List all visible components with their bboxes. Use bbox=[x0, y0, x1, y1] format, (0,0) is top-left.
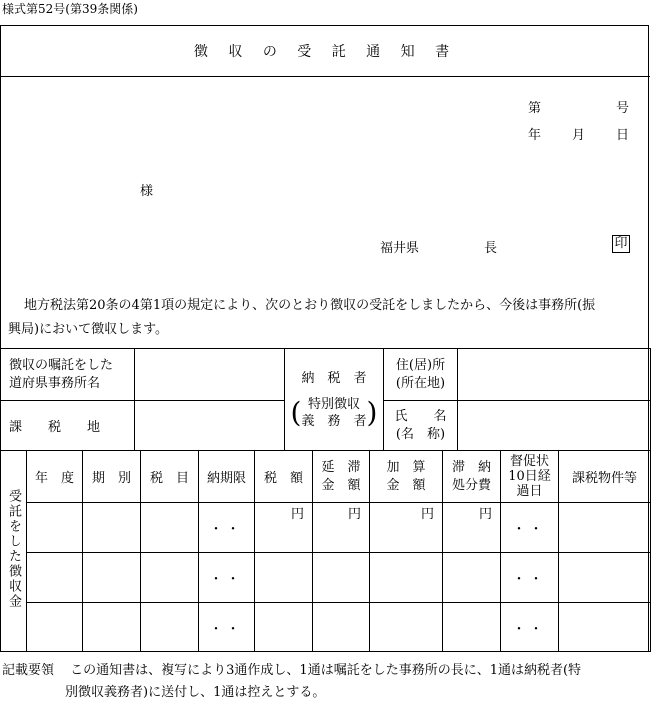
tax-place-label: 課 税 地 bbox=[1, 401, 135, 451]
doc-no-dai: 第 bbox=[528, 101, 542, 116]
tax-place-value bbox=[135, 401, 285, 451]
yen-zeigaku: 円 bbox=[255, 503, 313, 553]
header-tainou: 滞 納 処分費 bbox=[443, 451, 501, 503]
doc-no-go: 号 bbox=[616, 101, 630, 116]
header-kigen: 納期限 bbox=[199, 451, 255, 503]
header-kibetsu: 期 別 bbox=[83, 451, 141, 503]
date-dots: ・・ bbox=[199, 603, 255, 652]
yen-entai: 円 bbox=[313, 503, 370, 553]
body-text-line2: 興局)において徴収します。 bbox=[8, 322, 169, 337]
date-dots: ・・ bbox=[501, 503, 559, 553]
table-row bbox=[1, 603, 651, 652]
date-dots: ・・ bbox=[501, 603, 559, 652]
yen-tainou: 円 bbox=[443, 503, 501, 553]
header-zeigaku: 税 額 bbox=[255, 451, 313, 503]
header-bukken: 課税物件等 bbox=[559, 451, 651, 503]
header-entai: 延 滞 金 額 bbox=[313, 451, 370, 503]
header-tokusoku: 督促状 10日経 過日 bbox=[501, 451, 559, 503]
date-year: 年 bbox=[528, 128, 542, 143]
address-label: 住(居)所 (所在地) bbox=[384, 349, 458, 401]
note-label: 記載要領 bbox=[2, 663, 55, 678]
collection-table bbox=[0, 450, 651, 652]
note-line2: 別徴収義務者)に送付し、1通は控えとする。 bbox=[65, 685, 326, 700]
form-number: 様式第52号(第39条関係) bbox=[2, 2, 138, 16]
info-table bbox=[0, 348, 651, 451]
table-row bbox=[1, 553, 651, 603]
issuer-cho: 長 bbox=[484, 241, 498, 256]
requesting-office-value bbox=[135, 349, 285, 401]
date-dots: ・・ bbox=[501, 553, 559, 603]
note-line1: この通知書は、複写により3通作成し、1通は嘱託をした事務所の長に、1通は納税者(特 bbox=[70, 663, 582, 678]
form-title: 徴 収 の 受 託 通 知 書 bbox=[1, 25, 650, 77]
date-dots: ・・ bbox=[199, 503, 255, 553]
header-zeimoku: 税 目 bbox=[141, 451, 199, 503]
yen-kasan: 円 bbox=[370, 503, 443, 553]
date-day: 日 bbox=[616, 128, 630, 143]
seal-mark: 印 bbox=[612, 235, 630, 253]
header-nendo: 年 度 bbox=[27, 451, 83, 503]
issuer-pref: 福井県 bbox=[380, 241, 420, 256]
requesting-office-label: 徴収の嘱託をした 道府県事務所名 bbox=[1, 349, 135, 401]
address-value bbox=[458, 349, 651, 401]
body-text-line1: 地方税法第20条の4第1項の規定により、次のとおり徴収の受託をしましたから、今後は事務所(振 bbox=[24, 298, 596, 313]
table-row bbox=[1, 503, 651, 553]
header-kasan: 加 算 金 額 bbox=[370, 451, 443, 503]
note bbox=[2, 660, 647, 704]
side-label: 受託をした徴収金 bbox=[1, 451, 27, 652]
name-value bbox=[458, 401, 651, 451]
date-dots: ・・ bbox=[199, 553, 255, 603]
addressee-sama: 様 bbox=[140, 184, 154, 199]
taxpayer-label: 納 税 者 ( 特別徴収 義 務 者 ) bbox=[285, 349, 384, 451]
date-month: 月 bbox=[572, 128, 586, 143]
name-label: 氏 名 (名 称) bbox=[384, 401, 458, 451]
